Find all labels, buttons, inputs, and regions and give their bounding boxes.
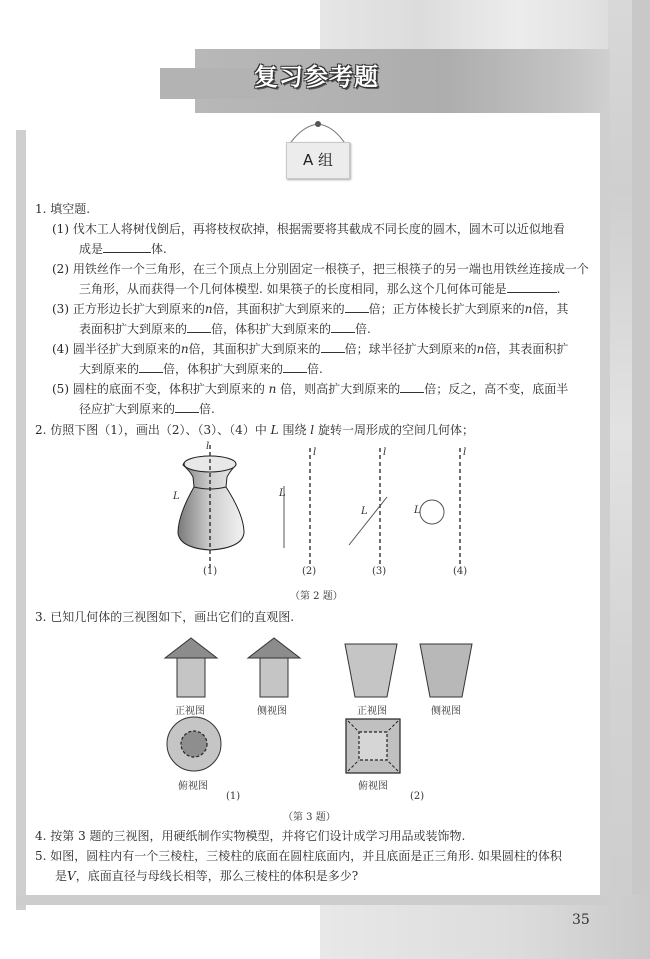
answer-blank[interactable] <box>507 279 557 293</box>
answer-blank[interactable] <box>400 379 424 393</box>
figure-label: (4) <box>453 566 468 577</box>
q1-part2-line2: 三角形，从而获得一个几何体模型. 如果筷子的长度相同，那么这个几何体可能是 . <box>79 279 560 299</box>
answer-blank[interactable] <box>187 319 211 333</box>
q1-part3-line1: (3) 正方形边长扩大到原来的n倍，其面积扩大到原来的 倍；正方体棱长扩大到原来的n倍，其 <box>52 299 568 319</box>
curve-label-L: L <box>279 488 286 499</box>
figure-label: (3) <box>372 566 387 577</box>
axis-label-l: l <box>206 441 210 452</box>
q1-part4-line2: 大到原来的 倍，体积扩大到原来的 倍. <box>79 359 323 379</box>
q3-2-top-view <box>345 718 401 774</box>
q2-text: 2. 仿照下图（1），画出（2）、（3）、（4）中 L 围绕 l 旋转一周形成的空间几何体； <box>35 423 474 437</box>
answer-blank[interactable] <box>103 239 151 253</box>
figure-label: (1) <box>203 566 218 577</box>
vase-solid-figure <box>170 445 270 570</box>
q3-2-front-view <box>345 643 400 698</box>
q5-line1: 5. 如图，圆柱内有一个三棱柱，三棱柱的底面在圆柱底面内，并且底面是正三角形. 如果圆柱的体积 <box>35 849 562 863</box>
group-label: (2) <box>410 791 425 802</box>
q3-1-top-view <box>166 716 222 772</box>
q1-part4-line1: (4) 圆半径扩大到原来的n倍，其面积扩大到原来的 倍；球半径扩大到原来的n倍，其表面积扩 <box>52 339 568 359</box>
figure-caption-q3: （第 3 题） <box>283 812 336 823</box>
q4-text: 4. 按第 3 题的三视图，用硬纸制作实物模型，并将它们设计成学习用品或装饰物. <box>35 829 466 843</box>
frame-right <box>600 110 610 900</box>
axis-label-l: l <box>383 447 387 458</box>
background-strip-edge <box>632 0 650 959</box>
view-label-top: 俯视图 <box>178 781 208 792</box>
view-label-side: 侧视图 <box>257 706 287 717</box>
answer-blank[interactable] <box>331 319 355 333</box>
view-label-front: 正视图 <box>175 706 205 717</box>
page-number: 35 <box>572 912 590 928</box>
curve-label-L: L <box>361 506 368 517</box>
curve-label-L: L <box>414 505 421 516</box>
q1-part2-line1: (2) 用铁丝作一个三角形，在三个顶点上分别固定一根筷子，把三根筷子的另一端也用铁丝连接成一个 <box>52 262 589 276</box>
q1-part3-line2: 表面积扩大到原来的 倍，体积扩大到原来的 倍. <box>79 319 371 339</box>
answer-blank[interactable] <box>283 359 307 373</box>
q1-part5-line2: 径应扩大到原来的 倍. <box>79 399 215 419</box>
q3-1-side-view <box>248 638 303 698</box>
group-label: (1) <box>226 791 241 802</box>
view-label-side: 侧视图 <box>431 706 461 717</box>
answer-blank[interactable] <box>139 359 163 373</box>
page-title: 复习参考题 <box>254 63 379 91</box>
view-label-front: 正视图 <box>357 706 387 717</box>
figure-label: (2) <box>302 566 317 577</box>
q5-line2: 是V，底面直径与母线长相等，那么三棱柱的体积是多少? <box>55 869 359 883</box>
group-sign: A 组 <box>286 142 350 179</box>
frame-left <box>16 130 26 910</box>
q3-2-side-view <box>420 643 475 698</box>
frame-bottom <box>16 895 610 905</box>
q1-part1-line2: 成是 体. <box>79 239 167 259</box>
answer-blank[interactable] <box>175 399 199 413</box>
q1-part1-line1: (1) 伐木工人将树伐倒后，再将枝杈砍掉，根据需要将其截成不同长度的圆木，圆木可以近似地看 <box>52 222 565 236</box>
answer-blank[interactable] <box>345 299 369 313</box>
q1-stem: 1. 填空题. <box>35 202 91 216</box>
answer-blank[interactable] <box>321 339 345 353</box>
figure-2-line <box>270 448 320 568</box>
q3-text: 3. 已知几何体的三视图如下，画出它们的直观图. <box>35 610 295 624</box>
q3-1-front-view <box>165 638 220 698</box>
view-label-top: 俯视图 <box>358 781 388 792</box>
q1-part5-line1: (5) 圆柱的底面不变，体积扩大到原来的 n 倍，则高扩大到原来的 倍；反之，高不变，底面半 <box>52 379 568 399</box>
axis-label-l: l <box>313 447 317 458</box>
curve-label-L: L <box>173 491 180 502</box>
figure-caption-q2: （第 2 题） <box>290 591 343 602</box>
axis-label-l: l <box>463 447 467 458</box>
